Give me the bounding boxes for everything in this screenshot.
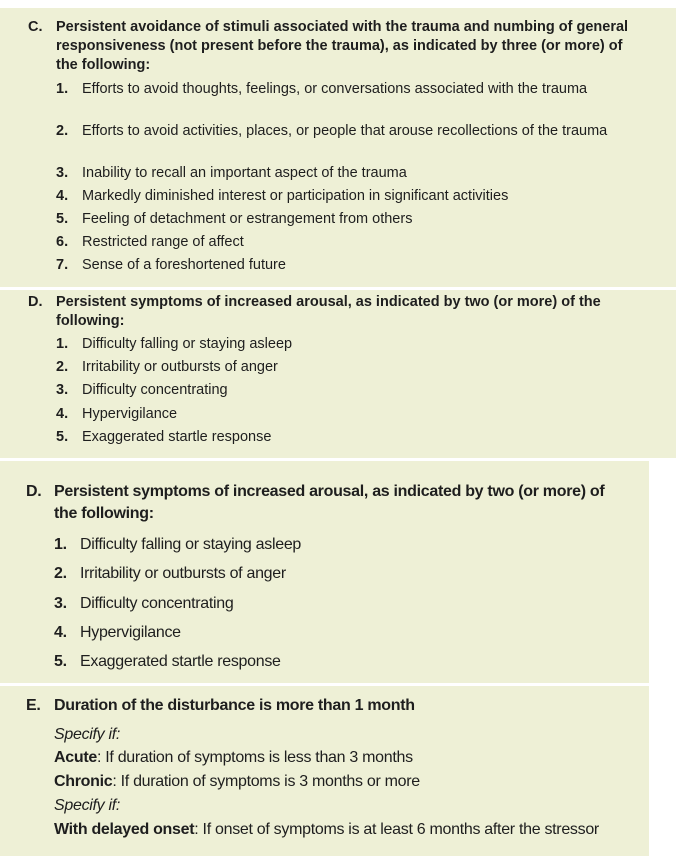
list-item: 7. Sense of a foreshortened future	[56, 257, 286, 273]
criterion-c	[28, 18, 648, 75]
criterion-d-repeat	[26, 481, 626, 525]
list-item: 2. Efforts to avoid activities, places, or people that arouse recollections of the trauma	[56, 123, 608, 139]
list-item: 3. Inability to recall an important aspect of the trauma	[56, 165, 407, 181]
list-item: 6. Restricted range of affect	[56, 234, 244, 250]
criterion-heading: Persistent symptoms of increased arousal, as indicated by two (or more) of the following:	[54, 483, 605, 522]
criterion-heading: Persistent symptoms of increased arousal, as indicated by two (or more) of the following:	[56, 294, 601, 329]
criterion-letter: D.	[26, 483, 42, 500]
list-item: 5. Exaggerated startle response	[54, 653, 281, 670]
list-item: 4. Hypervigilance	[54, 624, 181, 641]
specify-label: Specify if:	[54, 726, 121, 743]
criterion-d	[28, 293, 648, 331]
delayed-onset-specifier: With delayed onset: If onset of symptoms is at least 6 months after the stressor	[54, 821, 599, 838]
criterion-heading: Duration of the disturbance is more than 1 month	[54, 697, 415, 714]
list-item: 4. Markedly diminished interest or participation in significant activities	[56, 188, 509, 204]
list-item: 5. Feeling of detachment or estrangement from others	[56, 211, 413, 227]
list-item: 4. Hypervigilance	[56, 406, 178, 422]
list-item: 1. Efforts to avoid thoughts, feelings, or conversations associated with the trauma	[56, 81, 588, 97]
criterion-letter: D.	[28, 294, 43, 310]
list-item: 5. Exaggerated startle response	[56, 429, 272, 445]
criterion-e	[26, 695, 626, 717]
acute-specifier: Acute: If duration of symptoms is less than 3 months	[54, 749, 413, 766]
list-item: 2. Irritability or outbursts of anger	[54, 565, 286, 582]
list-item: 3. Difficulty concentrating	[56, 382, 228, 398]
list-item: 1. Difficulty falling or staying asleep	[54, 536, 302, 553]
list-item: 1. Difficulty falling or staying asleep	[56, 336, 293, 352]
criterion-letter: C.	[28, 19, 43, 35]
criterion-letter: E.	[26, 697, 41, 714]
specify-label: Specify if:	[54, 797, 121, 814]
list-item: 2. Irritability or outbursts of anger	[56, 359, 278, 375]
criterion-heading: Persistent avoidance of stimuli associated with the trauma and numbing of general responsiveness (not present before the trauma), as indicated by three (or more) of the following:	[56, 19, 629, 73]
list-item: 3. Difficulty concentrating	[54, 595, 234, 612]
chronic-specifier: Chronic: If duration of symptoms is 3 months or more	[54, 773, 420, 790]
